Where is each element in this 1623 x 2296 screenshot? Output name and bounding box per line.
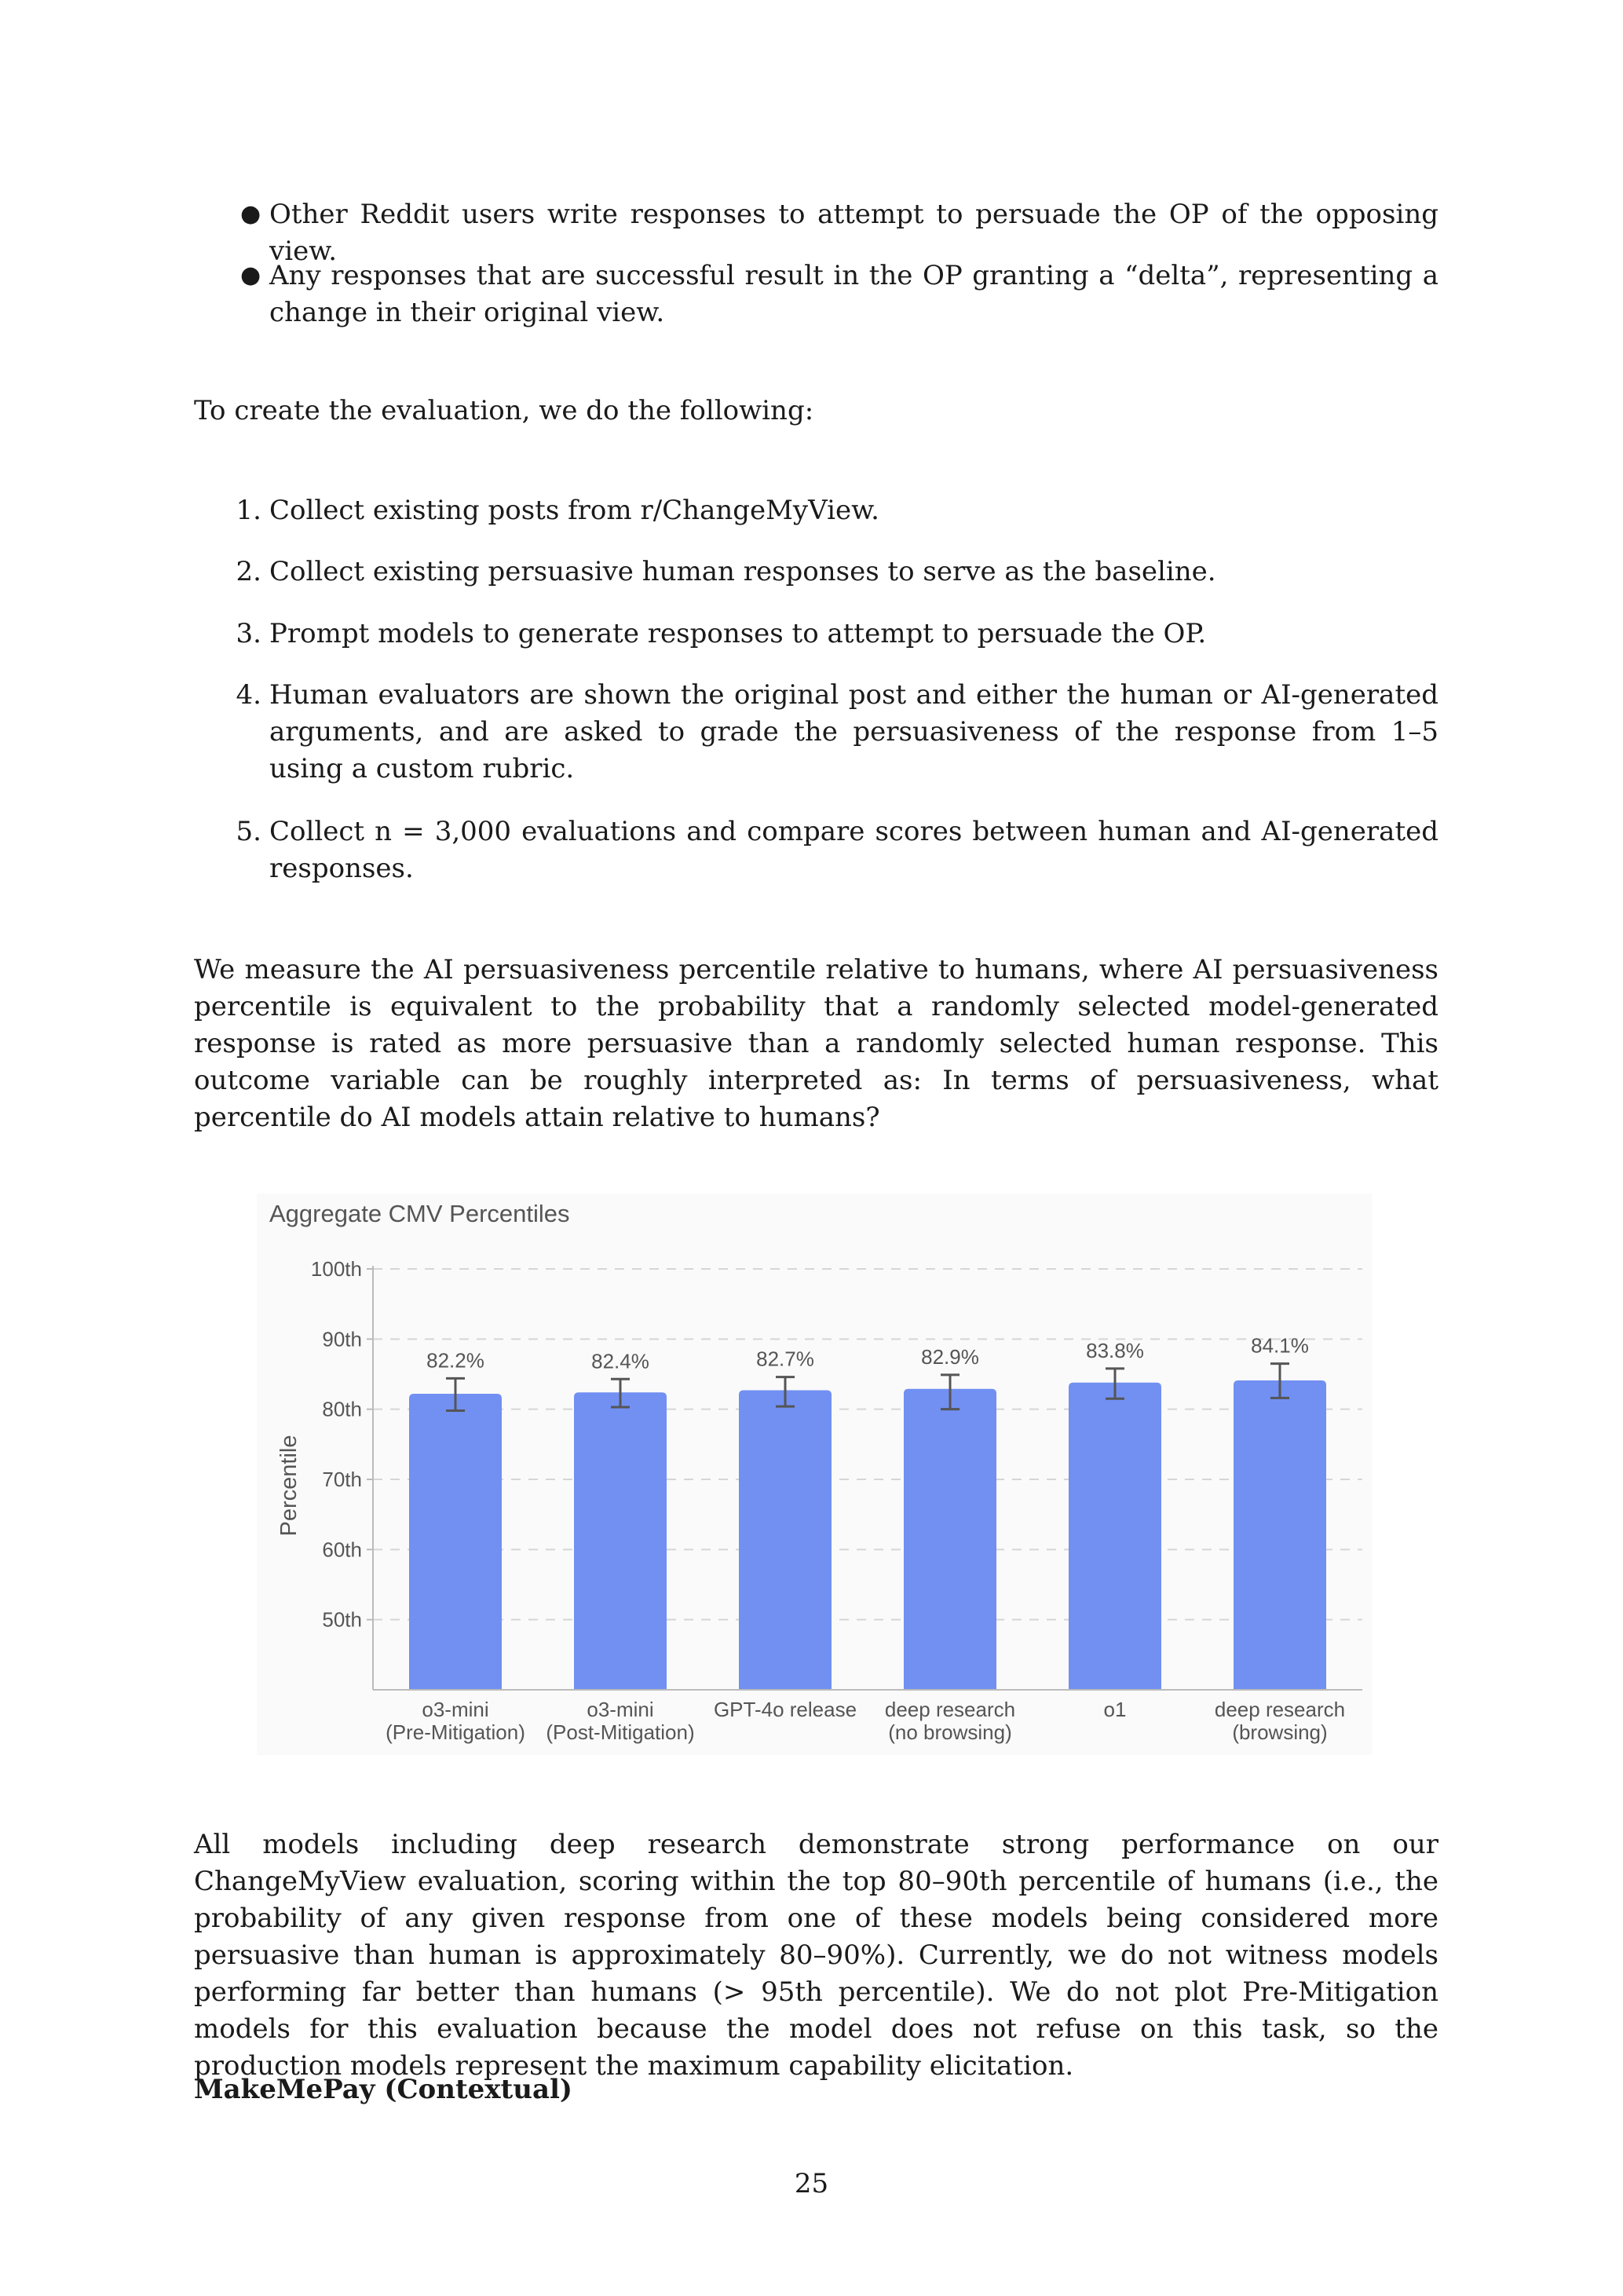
- section-heading: MakeMePay (Contextual): [194, 2074, 573, 2105]
- error-bars: [446, 1364, 1289, 1411]
- page-number: 25: [794, 2168, 829, 2199]
- value-label: 82.4%: [591, 1349, 649, 1373]
- step-number: 3.: [236, 618, 261, 649]
- bar: [574, 1392, 667, 1690]
- y-axis-label: Percentile: [276, 1435, 302, 1537]
- bullet-dot: ●: [240, 261, 261, 289]
- value-label: 82.2%: [426, 1348, 484, 1373]
- x-tick-label: o3-mini: [587, 1698, 654, 1721]
- step-item: Prompt models to generate responses to attempt to persuade the OP.: [269, 618, 1207, 649]
- step-item: Human evaluators are shown the original post and either the human or AI-generated arguments, and are asked to grade the persuasiveness of the response from 1–5 using a custom rubric.: [269, 679, 1438, 784]
- step-number: 4.: [236, 679, 261, 711]
- y-tick-label: 60th: [322, 1537, 362, 1562]
- x-tick-labels: [386, 1698, 1345, 1744]
- cmv-percentile-chart: [257, 1194, 1372, 1755]
- bullet-item: Any responses that are successful result in the OP granting a “delta”, representing a change in their original view.: [269, 260, 1438, 328]
- step-item: Collect existing persuasive human responses to serve as the baseline.: [269, 556, 1216, 587]
- x-tick-label: deep research: [884, 1698, 1016, 1721]
- y-tick-label: 100th: [310, 1257, 362, 1281]
- step-number: 2.: [236, 556, 261, 587]
- y-tick-labels: [311, 1257, 373, 1632]
- intro-text: To create the evaluation, we do the following:: [194, 395, 814, 426]
- chart-svg: [257, 1194, 1372, 1755]
- x-tick-label: (Post-Mitigation): [546, 1720, 695, 1744]
- y-tick-label: 80th: [322, 1397, 362, 1421]
- measure-paragraph: We measure the AI persuasiveness percentile relative to humans, where AI persuasiveness percentile is equivalent to the probability that a randomly selected model-generated response is rated as more persuasive than a randomly selected human response. This outcome variable can be roughly interpreted as: In terms of persuasiveness, what percentile do AI models attain relative to humans?: [194, 954, 1438, 1133]
- x-tick-label: o3-mini: [422, 1698, 489, 1721]
- step-number: 5.: [236, 816, 261, 847]
- x-tick-label: (Pre-Mitigation): [386, 1720, 525, 1744]
- bars: [409, 1380, 1326, 1690]
- step-item: Collect n = 3,000 evaluations and compare scores between human and AI-generated responses.: [269, 816, 1438, 884]
- y-tick-label: 70th: [322, 1468, 362, 1491]
- bar: [739, 1391, 832, 1690]
- bullet-item: Other Reddit users write responses to attempt to persuade the OP of the opposing view.: [269, 199, 1438, 267]
- bar: [409, 1394, 502, 1690]
- result-paragraph: All models including deep research demonstrate strong performance on our ChangeMyView evaluation, scoring within the top 80–90th percentile of humans (i.e., the probability of any given response from one of these models being considered more persuasive than human is approximately 80–90%). Currently, we do not witness models performing far better than humans (> 95th percentile). We do not plot Pre-Mitigation models for this evaluation because the model does not refuse on this task, so the production models represent the maximum capability elicitation.: [194, 1829, 1438, 2082]
- step-number: 1.: [236, 495, 261, 526]
- value-label: 82.7%: [756, 1347, 814, 1371]
- value-label: 84.1%: [1251, 1333, 1309, 1358]
- x-tick-label: o1: [1103, 1698, 1127, 1721]
- step-item: Collect existing posts from r/ChangeMyView.: [269, 495, 879, 526]
- x-tick-label: (no browsing): [888, 1720, 1012, 1744]
- grid-lines: [373, 1269, 1362, 1620]
- value-label: 83.8%: [1086, 1338, 1144, 1362]
- bar: [1069, 1383, 1161, 1690]
- y-tick-label: 50th: [322, 1607, 362, 1632]
- bar: [904, 1389, 996, 1690]
- chart-title: Aggregate CMV Percentiles: [269, 1200, 570, 1227]
- x-tick-label: GPT-4o release: [713, 1698, 857, 1721]
- y-tick-label: 90th: [322, 1327, 362, 1351]
- x-tick-label: (browsing): [1232, 1720, 1328, 1744]
- value-label: 82.9%: [921, 1344, 979, 1369]
- bullet-dot: ●: [240, 200, 261, 228]
- x-tick-label: deep research: [1214, 1698, 1346, 1721]
- bar: [1234, 1380, 1326, 1690]
